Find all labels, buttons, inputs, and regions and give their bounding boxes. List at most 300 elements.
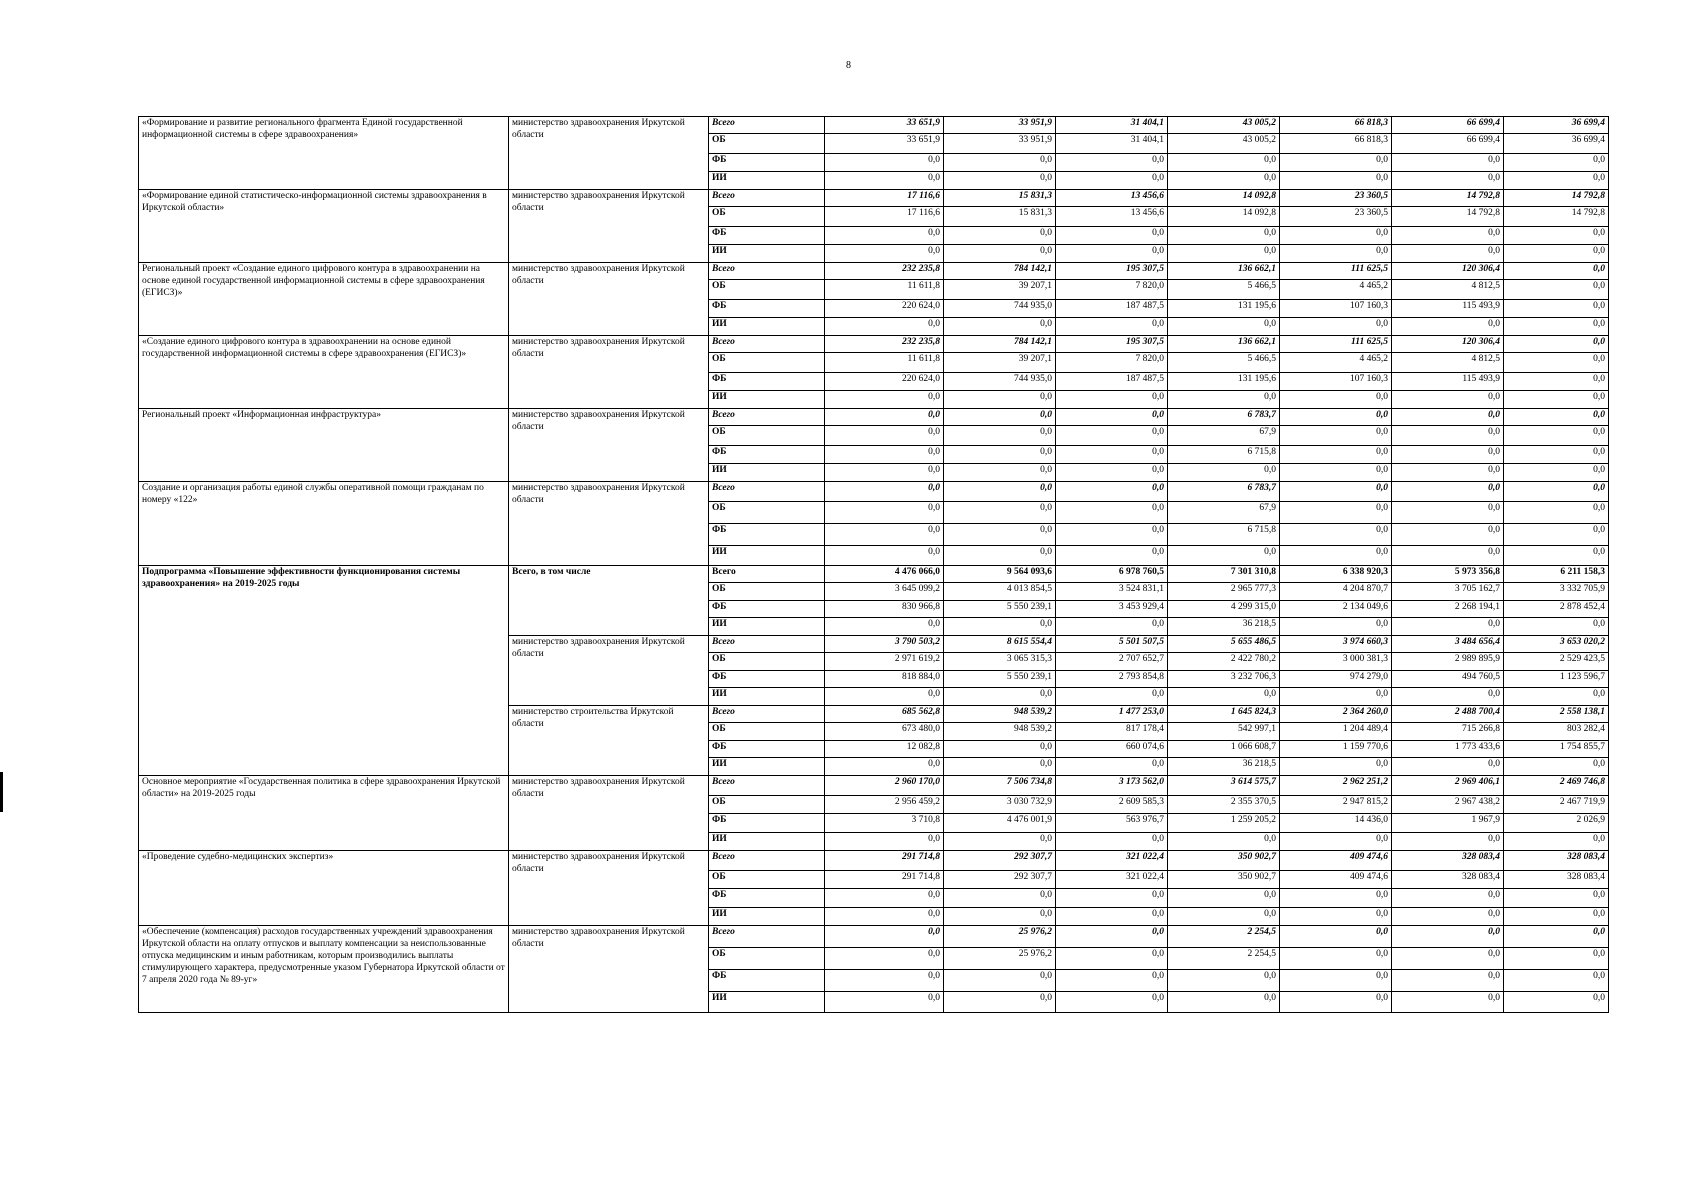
amount-cell: 0,0 — [1280, 502, 1392, 524]
amount-cell: 0,0 — [825, 992, 944, 1013]
amount-cell: 0,0 — [1056, 172, 1168, 190]
amount-cell: 673 480,0 — [825, 723, 944, 741]
amount-cell: 25 976,2 — [944, 926, 1056, 948]
amount-cell: 0,0 — [825, 409, 944, 426]
amount-cell: 0,0 — [1280, 318, 1392, 336]
amount-cell: 974 279,0 — [1280, 671, 1392, 688]
amount-cell: 0,0 — [1168, 154, 1280, 172]
activity-name: «Формирование и развитие регионального фрагмента Единой государственной информационной системы в сфере здравоохранения» — [139, 117, 509, 190]
amount-cell: 3 790 503,2 — [825, 636, 944, 653]
amount-cell: 784 142,1 — [944, 336, 1056, 353]
amount-cell: 0,0 — [944, 970, 1056, 992]
amount-cell: 5 550 239,1 — [944, 601, 1056, 618]
amount-cell: 0,0 — [825, 318, 944, 336]
amount-cell: 0,0 — [944, 482, 1056, 502]
funding-source-fb: ФБ — [709, 227, 825, 245]
amount-cell: 0,0 — [1392, 391, 1504, 409]
amount-cell: 187 487,5 — [1056, 373, 1168, 391]
amount-cell: 43 005,2 — [1168, 134, 1280, 154]
amount-cell: 136 662,1 — [1168, 263, 1280, 280]
funding-source-ob: ОБ — [709, 134, 825, 154]
amount-cell: 1 123 596,7 — [1504, 671, 1609, 688]
amount-cell: 31 404,1 — [1056, 134, 1168, 154]
amount-cell: 0,0 — [1392, 409, 1504, 426]
amount-cell: 3 000 381,3 — [1280, 653, 1392, 671]
amount-cell: 0,0 — [1280, 172, 1392, 190]
responsible-executor: министерство здравоохранения Иркутской области — [509, 409, 709, 482]
amount-cell: 0,0 — [1392, 758, 1504, 776]
amount-cell: 6 211 158,3 — [1504, 566, 1609, 583]
amount-cell: 115 493,9 — [1392, 373, 1504, 391]
amount-cell: 350 902,7 — [1168, 871, 1280, 889]
amount-cell: 830 966,8 — [825, 601, 944, 618]
amount-cell: 0,0 — [1056, 464, 1168, 482]
amount-cell: 14 436,0 — [1280, 814, 1392, 833]
funding-source-total: Всего — [709, 409, 825, 426]
total-row — [139, 926, 1609, 948]
funding-source-ii: ИИ — [709, 758, 825, 776]
funding-source-ob: ОБ — [709, 207, 825, 227]
amount-cell: 0,0 — [1504, 245, 1609, 263]
amount-cell: 0,0 — [1280, 908, 1392, 926]
amount-cell: 0,0 — [1504, 546, 1609, 566]
amount-cell: 36 218,5 — [1168, 618, 1280, 636]
amount-cell: 36 699,4 — [1504, 117, 1609, 134]
amount-cell: 2 469 746,8 — [1504, 776, 1609, 796]
amount-cell: 0,0 — [1392, 908, 1504, 926]
amount-cell: 2 609 585,3 — [1056, 796, 1168, 814]
total-row — [139, 336, 1609, 353]
funding-source-total: Всего — [709, 336, 825, 353]
amount-cell: 0,0 — [1280, 926, 1392, 948]
amount-cell: 14 792,8 — [1504, 190, 1609, 207]
amount-cell: 0,0 — [944, 688, 1056, 706]
total-row — [139, 117, 1609, 134]
amount-cell: 328 083,4 — [1504, 851, 1609, 871]
amount-cell: 0,0 — [1504, 391, 1609, 409]
amount-cell: 0,0 — [944, 618, 1056, 636]
amount-cell: 292 307,7 — [944, 871, 1056, 889]
amount-cell: 0,0 — [1504, 409, 1609, 426]
amount-cell: 6 338 920,3 — [1280, 566, 1392, 583]
funding-source-ii: ИИ — [709, 245, 825, 263]
amount-cell: 2 793 854,8 — [1056, 671, 1168, 688]
amount-cell: 0,0 — [1280, 833, 1392, 851]
amount-cell: 0,0 — [1056, 409, 1168, 426]
funding-source-ii: ИИ — [709, 688, 825, 706]
amount-cell: 0,0 — [1392, 618, 1504, 636]
amount-cell: 0,0 — [1504, 263, 1609, 280]
amount-cell: 0,0 — [944, 172, 1056, 190]
funding-source-fb: ФБ — [709, 300, 825, 318]
amount-cell: 2 962 251,2 — [1280, 776, 1392, 796]
amount-cell: 0,0 — [1056, 446, 1168, 464]
amount-cell: 0,0 — [944, 546, 1056, 566]
amount-cell: 111 625,5 — [1280, 263, 1392, 280]
amount-cell: 0,0 — [1504, 618, 1609, 636]
amount-cell: 817 178,4 — [1056, 723, 1168, 741]
amount-cell: 43 005,2 — [1168, 117, 1280, 134]
total-row — [139, 482, 1609, 502]
funding-source-ob: ОБ — [709, 280, 825, 300]
amount-cell: 17 116,6 — [825, 207, 944, 227]
funding-source-ob: ОБ — [709, 502, 825, 524]
total-row — [139, 263, 1609, 280]
amount-cell: 0,0 — [1392, 992, 1504, 1013]
amount-cell: 0,0 — [825, 833, 944, 851]
amount-cell: 136 662,1 — [1168, 336, 1280, 353]
amount-cell: 660 074,6 — [1056, 741, 1168, 758]
amount-cell: 3 484 656,4 — [1392, 636, 1504, 653]
activity-name: «Создание единого цифрового контура в здравоохранении на основе единой государственной информационной системы в сфере здравоохранения (ЕГИСЗ)» — [139, 336, 509, 409]
amount-cell: 0,0 — [1056, 833, 1168, 851]
amount-cell: 0,0 — [1280, 688, 1392, 706]
amount-cell: 3 232 706,3 — [1168, 671, 1280, 688]
amount-cell: 1 477 253,0 — [1056, 706, 1168, 723]
amount-cell: 409 474,6 — [1280, 871, 1392, 889]
amount-cell: 36 218,5 — [1168, 758, 1280, 776]
amount-cell: 1 645 824,3 — [1168, 706, 1280, 723]
amount-cell: 2 707 652,7 — [1056, 653, 1168, 671]
amount-cell: 2 467 719,9 — [1504, 796, 1609, 814]
amount-cell: 0,0 — [1168, 464, 1280, 482]
amount-cell: 0,0 — [944, 758, 1056, 776]
total-row — [139, 409, 1609, 426]
amount-cell: 0,0 — [1280, 464, 1392, 482]
amount-cell: 0,0 — [1168, 391, 1280, 409]
amount-cell: 0,0 — [1056, 426, 1168, 446]
funding-source-fb: ФБ — [709, 154, 825, 172]
funding-source-ii: ИИ — [709, 464, 825, 482]
amount-cell: 0,0 — [1504, 353, 1609, 373]
amount-cell: 0,0 — [1392, 502, 1504, 524]
funding-source-total: Всего — [709, 776, 825, 796]
amount-cell: 3 332 705,9 — [1504, 583, 1609, 601]
amount-cell: 0,0 — [1504, 154, 1609, 172]
responsible-executor: министерство здравоохранения Иркутской области — [509, 190, 709, 263]
amount-cell: 0,0 — [1392, 889, 1504, 908]
amount-cell: 5 973 356,8 — [1392, 566, 1504, 583]
amount-cell: 5 655 486,5 — [1168, 636, 1280, 653]
amount-cell: 0,0 — [944, 154, 1056, 172]
amount-cell: 328 083,4 — [1504, 871, 1609, 889]
amount-cell: 23 360,5 — [1280, 190, 1392, 207]
amount-cell: 2 422 780,2 — [1168, 653, 1280, 671]
amount-cell: 8 615 554,4 — [944, 636, 1056, 653]
responsible-executor: министерство строительства Иркутской области — [509, 706, 709, 776]
amount-cell: 0,0 — [944, 245, 1056, 263]
amount-cell: 4 476 066,0 — [825, 566, 944, 583]
amount-cell: 195 307,5 — [1056, 263, 1168, 280]
amount-cell: 1 066 608,7 — [1168, 741, 1280, 758]
responsible-executor: министерство здравоохранения Иркутской области — [509, 263, 709, 336]
amount-cell: 0,0 — [944, 426, 1056, 446]
funding-source-ob: ОБ — [709, 723, 825, 741]
funding-source-ob: ОБ — [709, 353, 825, 373]
amount-cell: 292 307,7 — [944, 851, 1056, 871]
amount-cell: 328 083,4 — [1392, 851, 1504, 871]
amount-cell: 0,0 — [1168, 970, 1280, 992]
funding-table — [138, 116, 1609, 1013]
amount-cell: 6 715,8 — [1168, 446, 1280, 464]
amount-cell: 0,0 — [1280, 992, 1392, 1013]
amount-cell: 0,0 — [1280, 970, 1392, 992]
amount-cell: 4 204 870,7 — [1280, 583, 1392, 601]
funding-source-total: Всего — [709, 482, 825, 502]
amount-cell: 1 204 489,4 — [1280, 723, 1392, 741]
amount-cell: 0,0 — [1168, 889, 1280, 908]
amount-cell: 0,0 — [1280, 948, 1392, 970]
amount-cell: 33 951,9 — [944, 134, 1056, 154]
funding-source-ob: ОБ — [709, 583, 825, 601]
scan-margin-mark — [0, 772, 3, 812]
amount-cell: 3 453 929,4 — [1056, 601, 1168, 618]
amount-cell: 2 488 700,4 — [1392, 706, 1504, 723]
amount-cell: 5 550 239,1 — [944, 671, 1056, 688]
amount-cell: 66 699,4 — [1392, 134, 1504, 154]
amount-cell: 0,0 — [1392, 245, 1504, 263]
amount-cell: 2 969 406,1 — [1392, 776, 1504, 796]
amount-cell: 2 355 370,5 — [1168, 796, 1280, 814]
amount-cell: 0,0 — [825, 482, 944, 502]
amount-cell: 120 306,4 — [1392, 263, 1504, 280]
amount-cell: 111 625,5 — [1280, 336, 1392, 353]
amount-cell: 67,9 — [1168, 426, 1280, 446]
amount-cell: 3 974 660,3 — [1280, 636, 1392, 653]
amount-cell: 2 254,5 — [1168, 948, 1280, 970]
amount-cell: 409 474,6 — [1280, 851, 1392, 871]
funding-source-ii: ИИ — [709, 546, 825, 566]
amount-cell: 0,0 — [1392, 426, 1504, 446]
amount-cell: 0,0 — [1504, 688, 1609, 706]
amount-cell: 0,0 — [1280, 154, 1392, 172]
amount-cell: 195 307,5 — [1056, 336, 1168, 353]
amount-cell: 0,0 — [1504, 948, 1609, 970]
amount-cell: 0,0 — [825, 970, 944, 992]
amount-cell: 0,0 — [944, 318, 1056, 336]
amount-cell: 0,0 — [944, 524, 1056, 546]
amount-cell: 4 465,2 — [1280, 280, 1392, 300]
amount-cell: 14 792,8 — [1504, 207, 1609, 227]
amount-cell: 2 268 194,1 — [1392, 601, 1504, 618]
funding-source-ob: ОБ — [709, 426, 825, 446]
amount-cell: 1 754 855,7 — [1504, 741, 1609, 758]
amount-cell: 818 884,0 — [825, 671, 944, 688]
amount-cell: 0,0 — [1056, 948, 1168, 970]
funding-source-ii: ИИ — [709, 618, 825, 636]
amount-cell: 0,0 — [1056, 482, 1168, 502]
amount-cell: 0,0 — [1504, 833, 1609, 851]
amount-cell: 0,0 — [944, 833, 1056, 851]
amount-cell: 0,0 — [825, 546, 944, 566]
funding-source-total: Всего — [709, 263, 825, 280]
amount-cell: 0,0 — [944, 908, 1056, 926]
amount-cell: 0,0 — [1280, 391, 1392, 409]
amount-cell: 0,0 — [1392, 227, 1504, 245]
amount-cell: 563 976,7 — [1056, 814, 1168, 833]
amount-cell: 232 235,8 — [825, 263, 944, 280]
amount-cell: 13 456,6 — [1056, 207, 1168, 227]
amount-cell: 187 487,5 — [1056, 300, 1168, 318]
amount-cell: 14 092,8 — [1168, 207, 1280, 227]
amount-cell: 0,0 — [1504, 227, 1609, 245]
amount-cell: 0,0 — [1056, 688, 1168, 706]
amount-cell: 3 653 020,2 — [1504, 636, 1609, 653]
amount-cell: 107 160,3 — [1280, 300, 1392, 318]
amount-cell: 328 083,4 — [1392, 871, 1504, 889]
amount-cell: 0,0 — [1056, 992, 1168, 1013]
amount-cell: 4 812,5 — [1392, 353, 1504, 373]
amount-cell: 39 207,1 — [944, 280, 1056, 300]
amount-cell: 4 013 854,5 — [944, 583, 1056, 601]
amount-cell: 0,0 — [1056, 926, 1168, 948]
amount-cell: 0,0 — [1392, 172, 1504, 190]
amount-cell: 0,0 — [825, 524, 944, 546]
funding-source-fb: ФБ — [709, 889, 825, 908]
amount-cell: 232 235,8 — [825, 336, 944, 353]
funding-source-fb: ФБ — [709, 601, 825, 618]
amount-cell: 7 506 734,8 — [944, 776, 1056, 796]
amount-cell: 0,0 — [825, 618, 944, 636]
funding-source-total: Всего — [709, 190, 825, 207]
funding-source-total: Всего — [709, 706, 825, 723]
amount-cell: 7 820,0 — [1056, 280, 1168, 300]
funding-source-fb: ФБ — [709, 446, 825, 464]
amount-cell: 3 710,8 — [825, 814, 944, 833]
amount-cell: 1 159 770,6 — [1280, 741, 1392, 758]
amount-cell: 0,0 — [1280, 245, 1392, 263]
activity-name: «Обеспечение (компенсация) расходов государственных учреждений здравоохранения Иркутской области на оплату отпусков и выплату компенсации за неиспользованные отпуска медицинским и иным работникам, которым производились выплаты стимулирующего характера, предусмотренные указом Губернатора Иркутской области от 7 апреля 2020 года № 89-уг» — [139, 926, 509, 1013]
amount-cell: 0,0 — [1280, 758, 1392, 776]
amount-cell: 39 207,1 — [944, 353, 1056, 373]
amount-cell: 5 501 507,5 — [1056, 636, 1168, 653]
amount-cell: 5 466,5 — [1168, 280, 1280, 300]
amount-cell: 14 092,8 — [1168, 190, 1280, 207]
amount-cell: 5 466,5 — [1168, 353, 1280, 373]
amount-cell: 0,0 — [1280, 409, 1392, 426]
amount-cell: 321 022,4 — [1056, 871, 1168, 889]
amount-cell: 2 254,5 — [1168, 926, 1280, 948]
amount-cell: 0,0 — [1504, 446, 1609, 464]
amount-cell: 0,0 — [1056, 618, 1168, 636]
amount-cell: 33 651,9 — [825, 134, 944, 154]
amount-cell: 0,0 — [1504, 908, 1609, 926]
amount-cell: 11 611,8 — [825, 280, 944, 300]
total-row — [139, 566, 1609, 583]
amount-cell: 0,0 — [944, 409, 1056, 426]
amount-cell: 0,0 — [1280, 426, 1392, 446]
total-row — [139, 776, 1609, 796]
funding-source-fb: ФБ — [709, 970, 825, 992]
amount-cell: 0,0 — [944, 992, 1056, 1013]
amount-cell: 131 195,6 — [1168, 300, 1280, 318]
amount-cell: 0,0 — [1392, 318, 1504, 336]
amount-cell: 0,0 — [1504, 758, 1609, 776]
amount-cell: 0,0 — [1168, 833, 1280, 851]
funding-source-total: Всего — [709, 851, 825, 871]
amount-cell: 948 539,2 — [944, 723, 1056, 741]
funding-source-fb: ФБ — [709, 373, 825, 391]
amount-cell: 131 195,6 — [1168, 373, 1280, 391]
amount-cell: 0,0 — [825, 688, 944, 706]
amount-cell: 66 818,3 — [1280, 134, 1392, 154]
amount-cell: 2 026,9 — [1504, 814, 1609, 833]
amount-cell: 107 160,3 — [1280, 373, 1392, 391]
amount-cell: 25 976,2 — [944, 948, 1056, 970]
amount-cell: 2 364 260,0 — [1280, 706, 1392, 723]
amount-cell: 2 956 459,2 — [825, 796, 944, 814]
amount-cell: 14 792,8 — [1392, 207, 1504, 227]
page-number: 8 — [846, 60, 851, 71]
amount-cell: 3 645 099,2 — [825, 583, 944, 601]
amount-cell: 0,0 — [1504, 502, 1609, 524]
amount-cell: 2 989 895,9 — [1392, 653, 1504, 671]
amount-cell: 2 965 777,3 — [1168, 583, 1280, 601]
amount-cell: 0,0 — [1280, 546, 1392, 566]
amount-cell: 3 030 732,9 — [944, 796, 1056, 814]
amount-cell: 0,0 — [1504, 172, 1609, 190]
amount-cell: 0,0 — [944, 502, 1056, 524]
amount-cell: 2 947 815,2 — [1280, 796, 1392, 814]
responsible-executor: министерство здравоохранения Иркутской области — [509, 851, 709, 926]
amount-cell: 2 971 619,2 — [825, 653, 944, 671]
amount-cell: 0,0 — [825, 908, 944, 926]
amount-cell: 0,0 — [944, 889, 1056, 908]
amount-cell: 494 760,5 — [1392, 671, 1504, 688]
amount-cell: 2 529 423,5 — [1504, 653, 1609, 671]
amount-cell: 744 935,0 — [944, 300, 1056, 318]
amount-cell: 0,0 — [1168, 908, 1280, 926]
amount-cell: 0,0 — [825, 172, 944, 190]
amount-cell: 4 465,2 — [1280, 353, 1392, 373]
total-row — [139, 851, 1609, 871]
responsible-executor: министерство здравоохранения Иркутской области — [509, 482, 709, 566]
amount-cell: 2 558 138,1 — [1504, 706, 1609, 723]
amount-cell: 0,0 — [825, 154, 944, 172]
funding-source-ob: ОБ — [709, 948, 825, 970]
amount-cell: 0,0 — [1280, 524, 1392, 546]
amount-cell: 4 812,5 — [1392, 280, 1504, 300]
amount-cell: 220 624,0 — [825, 300, 944, 318]
amount-cell: 0,0 — [825, 502, 944, 524]
amount-cell: 17 116,6 — [825, 190, 944, 207]
funding-source-ii: ИИ — [709, 908, 825, 926]
amount-cell: 784 142,1 — [944, 263, 1056, 280]
amount-cell: 23 360,5 — [1280, 207, 1392, 227]
amount-cell: 1 259 205,2 — [1168, 814, 1280, 833]
responsible-executor: Всего, в том числе — [509, 566, 709, 636]
funding-source-ob: ОБ — [709, 871, 825, 889]
amount-cell: 0,0 — [1168, 688, 1280, 706]
amount-cell: 4 476 001,9 — [944, 814, 1056, 833]
amount-cell: 0,0 — [825, 926, 944, 948]
amount-cell: 0,0 — [1392, 482, 1504, 502]
amount-cell: 33 651,9 — [825, 117, 944, 134]
amount-cell: 948 539,2 — [944, 706, 1056, 723]
activity-name: Подпрограмма «Повышение эффективности функционирования системы здравоохранения» на 2019-2025 годы — [139, 566, 509, 776]
amount-cell: 0,0 — [1168, 546, 1280, 566]
amount-cell: 3 524 831,1 — [1056, 583, 1168, 601]
amount-cell: 0,0 — [1504, 464, 1609, 482]
activity-name: Региональный проект «Информационная инфраструктура» — [139, 409, 509, 482]
amount-cell: 0,0 — [1056, 502, 1168, 524]
funding-source-total: Всего — [709, 636, 825, 653]
amount-cell: 0,0 — [1504, 426, 1609, 446]
amount-cell: 715 266,8 — [1392, 723, 1504, 741]
amount-cell: 0,0 — [825, 464, 944, 482]
amount-cell: 6 978 760,5 — [1056, 566, 1168, 583]
amount-cell: 0,0 — [1168, 245, 1280, 263]
